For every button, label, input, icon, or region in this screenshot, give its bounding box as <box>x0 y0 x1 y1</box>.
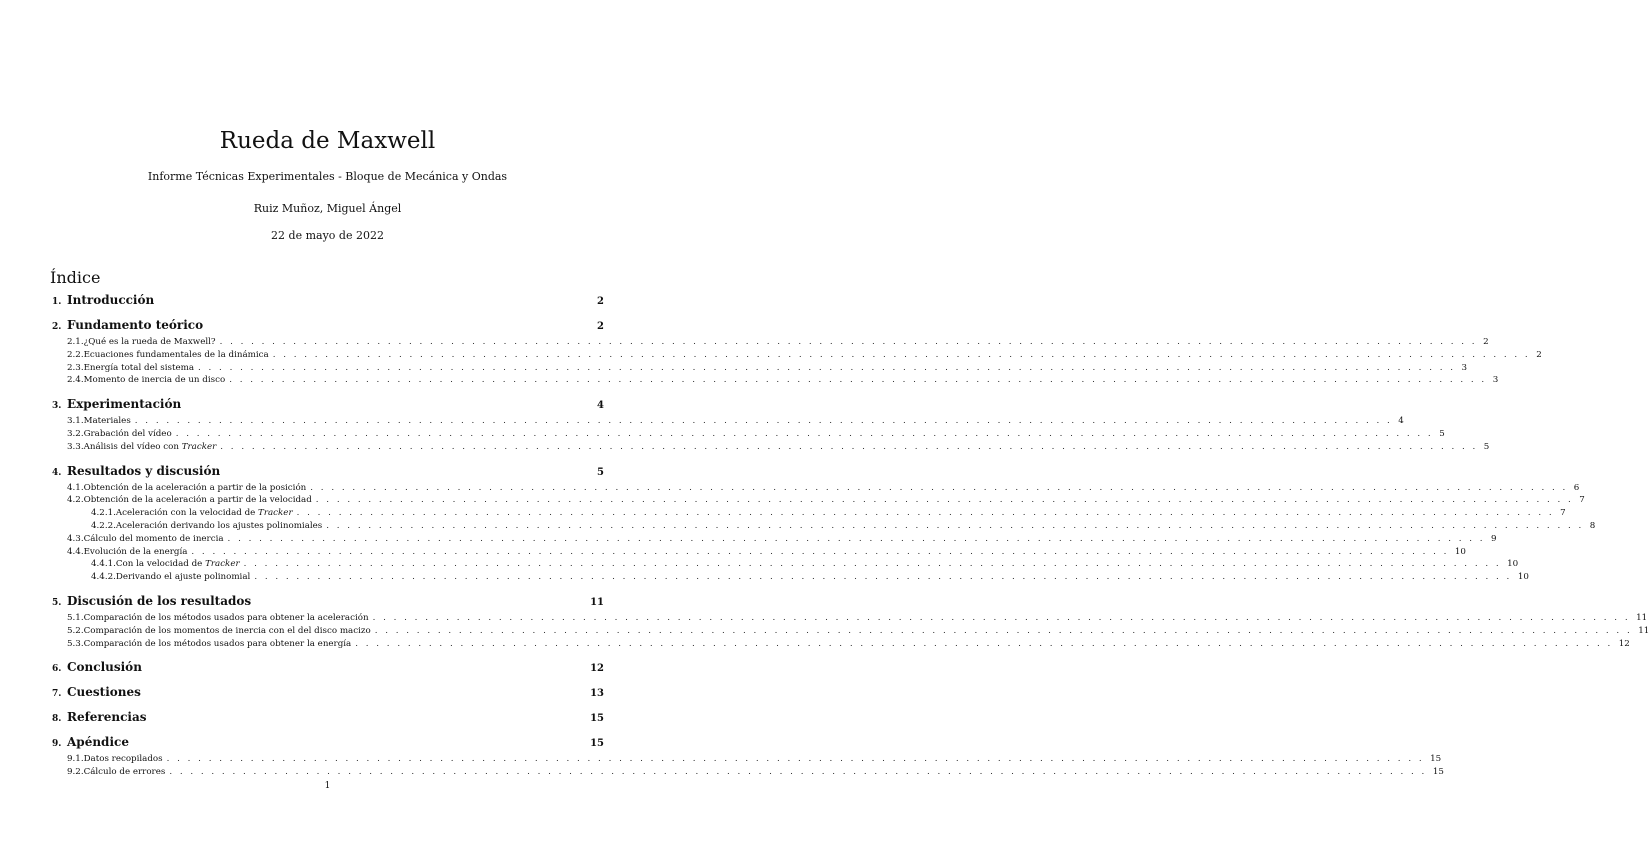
toc-section-entry[interactable] <box>52 397 604 413</box>
toc-subsection-page: 5 <box>1439 428 1445 439</box>
toc-subsection-title <box>116 508 293 518</box>
toc-section-number: 9. <box>52 739 62 750</box>
toc-section-page: 15 <box>590 713 604 725</box>
toc-subsection-entry[interactable] <box>52 416 1404 429</box>
toc-subsection-page: 6 <box>1573 482 1580 493</box>
toc-section-entry[interactable] <box>52 293 604 309</box>
toc-subsection-title <box>84 442 217 452</box>
toc-section-number: 4. <box>52 467 62 478</box>
toc-subsection-title <box>84 626 371 636</box>
toc-subsection-entry[interactable] <box>52 428 1445 442</box>
toc-subsection-page: 9 <box>1491 533 1497 544</box>
toc-subsection-title-text: ¿Qué es la rueda de Maxwell? <box>83 337 216 347</box>
toc-subsection-title <box>84 547 188 557</box>
toc-subsection-number: 3.2. <box>67 428 84 439</box>
toc-section-page: 5 <box>597 466 604 478</box>
toc-subsection-title <box>84 337 216 347</box>
toc-dot-leader: . . . . . . . . . . . . . . . . . . . . . . . . . . . . . . . . . . . . . . . . . . . . . . . . . . . . . . . . . . . . . . . . . . . . . . . . . . . . . . . . . . . . . . . . . . . . . . . . . . . . . . . . . . . . . . . . . . . . . . . . <box>191 546 1449 557</box>
toc-dot-leader: . . . . . . . . . . . . . . . . . . . . . . . . . . . . . . . . . . . . . . . . . . . . . . . . . . . . . . . . . . . . . . . . . . . . . . . . . . . . . . . . . . . . . . . . . . . . . . . . . . . . . . . . . . . . . . . . . . . . . . . . <box>374 625 1633 636</box>
toc-subsection-page: 11 <box>1636 612 1648 623</box>
toc-subsection-entry[interactable] <box>52 572 1529 585</box>
toc-subsection-entry[interactable] <box>52 349 1542 363</box>
toc-subsection-entry[interactable] <box>52 495 1585 508</box>
toc-section-number: 2. <box>52 322 62 332</box>
toc-subsection-number: 4.2.1. <box>91 508 116 519</box>
toc-subsection-page: 12 <box>1618 638 1630 649</box>
toc-subsection-entry[interactable] <box>52 612 1648 626</box>
toc-section-entry[interactable] <box>52 318 604 334</box>
toc-subsection-title <box>116 559 240 569</box>
toc-section-page: 11 <box>590 596 604 608</box>
toc-dot-leader: . . . . . . . . . . . . . . . . . . . . . . . . . . . . . . . . . . . . . . . . . . . . . . . . . . . . . . . . . . . . . . . . . . . . . . . . . . . . . . . . . . . . . . . . . . . . . . . . . . . . . . . . . . . . . . . . . . . . . . . . <box>198 362 1456 373</box>
toc-section-entry[interactable] <box>52 660 604 676</box>
toc-section-entry[interactable] <box>52 594 604 610</box>
toc-section-number: 7. <box>52 689 62 700</box>
toc-subsection-title-text: Aceleración con la velocidad de <box>115 508 259 519</box>
toc-subsection-title-text: Aceleración derivando los ajustes polinomiales <box>115 520 323 531</box>
toc-dot-leader: . . . . . . . . . . . . . . . . . . . . . . . . . . . . . . . . . . . . . . . . . . . . . . . . . . . . . . . . . . . . . . . . . . . . . . . . . . . . . . . . . . . . . . . . . . . . . . . . . . . . . . . . . . . . . . . . . . . . . . . . <box>326 520 1584 531</box>
toc-subsection-title <box>84 613 369 623</box>
toc-subsection-number: 5.3. <box>67 638 84 649</box>
toc-dot-leader: . . . . . . . . . . . . . . . . . . . . . . . . . . . . . . . . . . . . . . . . . . . . . . . . . . . . . . . . . . . . . . . . . . . . . . . . . . . . . . . . . . . . . . . . . . . . . . . . . . . . . . . . . . . . . . . . . . . . . . . . <box>355 638 1613 649</box>
toc-subsection-title-text: Energía total del sistema <box>83 362 195 373</box>
toc-subsection-entry[interactable] <box>52 625 1649 639</box>
toc-subsection-page: 10 <box>1454 546 1466 557</box>
toc-section-page: 13 <box>590 688 604 700</box>
toc-subsection-title <box>84 534 224 544</box>
toc-subsection-title-text: Cálculo del momento de inercia <box>83 533 224 544</box>
toc-section-page: 2 <box>597 321 604 332</box>
toc-dot-leader: . . . . . . . . . . . . . . . . . . . . . . . . . . . . . . . . . . . . . . . . . . . . . . . . . . . . . . . . . . . . . . . . . . . . . . . . . . . . . . . . . . . . . . . . . . . . . . . . . . . . . . . . . . . . . . . . . . . . . . . . <box>220 441 1478 452</box>
toc-dot-leader: . . . . . . . . . . . . . . . . . . . . . . . . . . . . . . . . . . . . . . . . . . . . . . . . . . . . . . . . . . . . . . . . . . . . . . . . . . . . . . . . . . . . . . . . . . . . . . . . . . . . . . . . . . . . . . . . . . . . . . . . <box>296 508 1555 519</box>
toc-subsection-entry[interactable] <box>52 767 1444 780</box>
toc-subsection-number: 2.1. <box>67 337 84 347</box>
toc-subsection-title-text: Derivando el ajuste polinomial <box>115 572 251 583</box>
toc-subsection-number: 9.1. <box>67 754 84 765</box>
toc-dot-leader: . . . . . . . . . . . . . . . . . . . . . . . . . . . . . . . . . . . . . . . . . . . . . . . . . . . . . . . . . . . . . . . . . . . . . . . . . . . . . . . . . . . . . . . . . . . . . . . . . . . . . . . . . . . . . . . . . . . . . . . . <box>134 416 1393 427</box>
toc-subsection-title-text: Cálculo de errores <box>83 767 166 778</box>
toc-subsection-title <box>84 483 307 493</box>
toc-dot-leader: . . . . . . . . . . . . . . . . . . . . . . . . . . . . . . . . . . . . . . . . . . . . . . . . . . . . . . . . . . . . . . . . . . . . . . . . . . . . . . . . . . . . . . . . . . . . . . . . . . . . . . . . . . . . . . . . . . . . . . . . <box>315 495 1574 506</box>
toc-subsection-title-italic: Tracker <box>181 441 217 452</box>
toc-section-number: 6. <box>52 664 62 675</box>
toc-subsection-number: 4.1. <box>67 482 84 493</box>
toc-section-number: 8. <box>52 714 62 725</box>
toc-subsection-number: 5.2. <box>67 625 84 636</box>
toc-subsection-page: 15 <box>1432 767 1444 778</box>
toc-subsection-title-text: Obtención de la aceleración a partir de la posición <box>83 482 307 493</box>
toc-subsection-title-text: Grabación del vídeo <box>83 428 172 439</box>
toc-subsection-number: 2.3. <box>67 362 84 373</box>
toc-subsection-entry[interactable] <box>52 362 1468 376</box>
toc-subsection-title-text: Momento de inercia de un disco <box>83 375 226 386</box>
toc-subsection-page: 3 <box>1461 362 1468 373</box>
toc-dot-leader: . . . . . . . . . . . . . . . . . . . . . . . . . . . . . . . . . . . . . . . . . . . . . . . . . . . . . . . . . . . . . . . . . . . . . . . . . . . . . . . . . . . . . . . . . . . . . . . . . . . . . . . . . . . . . . . . . . . . . . . . <box>272 349 1531 360</box>
toc-subsection-title-text: Análisis del vídeo con <box>83 441 182 452</box>
toc-section-entry[interactable] <box>52 464 604 480</box>
toc-subsection-title <box>84 754 163 764</box>
toc-section-title: Introducción <box>67 293 155 307</box>
table-of-contents <box>52 293 1649 780</box>
toc-section-entry[interactable] <box>52 685 604 701</box>
toc-dot-leader: . . . . . . . . . . . . . . . . . . . . . . . . . . . . . . . . . . . . . . . . . . . . . . . . . . . . . . . . . . . . . . . . . . . . . . . . . . . . . . . . . . . . . . . . . . . . . . . . . . . . . . . . . . . . . . . . . . . . . . . . <box>372 612 1631 623</box>
toc-subsection-entry[interactable] <box>52 508 1566 521</box>
toc-dot-leader: . . . . . . . . . . . . . . . . . . . . . . . . . . . . . . . . . . . . . . . . . . . . . . . . . . . . . . . . . . . . . . . . . . . . . . . . . . . . . . . . . . . . . . . . . . . . . . . . . . . . . . . . . . . . . . . . . . . . . . . . <box>229 375 1487 386</box>
toc-section-entry[interactable] <box>52 735 604 751</box>
toc-subsection-entry[interactable] <box>52 441 1490 455</box>
toc-section-page: 12 <box>590 663 604 675</box>
toc-subsection-title <box>84 639 352 649</box>
toc-subsection-page: 8 <box>1589 520 1596 531</box>
toc-section-page: 15 <box>590 738 604 750</box>
toc-subsection-title-italic: Tracker <box>258 508 293 519</box>
toc-dot-leader: . . . . . . . . . . . . . . . . . . . . . . . . . . . . . . . . . . . . . . . . . . . . . . . . . . . . . . . . . . . . . . . . . . . . . . . . . . . . . . . . . . . . . . . . . . . . . . . . . . . . . . . . . . . . . . . . . . . . . . . . <box>227 533 1486 544</box>
toc-subsection-entry[interactable] <box>52 546 1466 560</box>
toc-section-number: 1. <box>52 297 62 307</box>
toc-subsection-number: 4.4.1. <box>91 559 116 570</box>
toc-section-title: Experimentación <box>67 397 182 412</box>
toc-subsection-number: 4.3. <box>67 533 84 544</box>
toc-subsection-number: 4.4.2. <box>91 572 116 583</box>
toc-subsection-page: 4 <box>1398 416 1404 427</box>
toc-subsection-title <box>84 495 312 505</box>
toc-dot-leader: . . . . . . . . . . . . . . . . . . . . . . . . . . . . . . . . . . . . . . . . . . . . . . . . . . . . . . . . . . . . . . . . . . . . . . . . . . . . . . . . . . . . . . . . . . . . . . . . . . . . . . . . . . . . . . . . . . . . . . . . <box>243 559 1502 570</box>
document-author: Ruiz Muñoz, Miguel Ángel <box>253 202 402 215</box>
toc-subsection-title <box>84 350 269 360</box>
document-title: Rueda de Maxwell <box>219 128 436 154</box>
toc-subsection-title-text: Materiales <box>83 416 131 427</box>
toc-subsection-entry[interactable] <box>52 638 1630 652</box>
toc-subsection-number: 5.1. <box>67 612 84 623</box>
toc-subsection-page: 10 <box>1517 572 1529 583</box>
toc-subsection-number: 4.2. <box>67 495 84 506</box>
toc-section-title: Conclusión <box>67 660 142 675</box>
toc-subsection-title <box>84 375 226 385</box>
document-date: 22 de mayo de 2022 <box>271 229 384 242</box>
toc-subsection-title <box>84 416 131 426</box>
toc-subsection-title-text: Ecuaciones fundamentales de la dinámica <box>83 349 269 360</box>
toc-subsection-page: 7 <box>1579 495 1585 506</box>
toc-section-title: Fundamento teórico <box>67 318 204 332</box>
toc-subsection-title-text: Evolución de la energía <box>83 546 188 557</box>
toc-dot-leader: . . . . . . . . . . . . . . . . . . . . . . . . . . . . . . . . . . . . . . . . . . . . . . . . . . . . . . . . . . . . . . . . . . . . . . . . . . . . . . . . . . . . . . . . . . . . . . . . . . . . . . . . . . . . . . . . . . . . . . . . <box>254 572 1512 583</box>
toc-subsection-title <box>116 572 250 582</box>
toc-dot-leader: . . . . . . . . . . . . . . . . . . . . . . . . . . . . . . . . . . . . . . . . . . . . . . . . . . . . . . . . . . . . . . . . . . . . . . . . . . . . . . . . . . . . . . . . . . . . . . . . . . . . . . . . . . . . . . . . . . . . . . . . <box>219 337 1478 347</box>
toc-subsection-page: 11 <box>1638 625 1649 636</box>
toc-section-title: Cuestiones <box>67 685 141 700</box>
toc-subsection-page: 5 <box>1483 441 1490 452</box>
toc-subsection-title <box>84 363 194 373</box>
toc-subsection-entry[interactable] <box>52 559 1519 572</box>
document-subtitle: Informe Técnicas Experimentales - Bloque de Mecánica y Ondas <box>147 170 508 183</box>
toc-subsection-title <box>84 767 166 777</box>
toc-subsection-page: 7 <box>1560 508 1566 519</box>
toc-section-title: Referencias <box>67 710 147 725</box>
toc-section-page: 4 <box>597 400 604 412</box>
toc-subsection-number: 2.2. <box>67 349 84 360</box>
toc-subsection-number: 2.4. <box>67 375 84 386</box>
toc-subsection-title-text: Datos recopilados <box>83 754 163 765</box>
page-number: 1 <box>324 781 331 791</box>
toc-subsection-number: 4.2.2. <box>91 520 116 531</box>
toc-subsection-entry[interactable] <box>52 337 1489 350</box>
toc-subsection-title-italic: Tracker <box>205 559 240 570</box>
toc-subsection-title-text: Obtención de la aceleración a partir de la velocidad <box>83 495 312 506</box>
toc-section-title: Apéndice <box>67 735 129 750</box>
toc-subsection-number: 3.1. <box>67 416 84 427</box>
toc-subsection-page: 15 <box>1430 754 1442 765</box>
toc-section-number: 3. <box>52 401 62 412</box>
toc-subsection-page: 2 <box>1536 349 1542 360</box>
toc-section-entry[interactable] <box>52 710 604 726</box>
toc-subsection-entry[interactable] <box>52 754 1442 767</box>
toc-subsection-number: 4.4. <box>67 546 84 557</box>
toc-heading: Índice <box>50 268 101 287</box>
toc-section-title: Discusión de los resultados <box>67 593 252 608</box>
toc-section-title: Resultados y discusión <box>67 463 221 478</box>
toc-subsection-entry[interactable] <box>52 520 1596 534</box>
toc-subsection-page: 3 <box>1492 375 1499 386</box>
toc-subsection-title-text: Con la velocidad de <box>115 559 206 570</box>
toc-dot-leader: . . . . . . . . . . . . . . . . . . . . . . . . . . . . . . . . . . . . . . . . . . . . . . . . . . . . . . . . . . . . . . . . . . . . . . . . . . . . . . . . . . . . . . . . . . . . . . . . . . . . . . . . . . . . . . . . . . . . . . . . <box>166 754 1425 765</box>
toc-subsection-title <box>116 521 322 531</box>
toc-subsection-number: 3.3. <box>67 441 84 452</box>
toc-subsection-number: 9.2. <box>67 767 84 778</box>
toc-subsection-entry[interactable] <box>52 533 1497 547</box>
toc-subsection-entry[interactable] <box>52 375 1499 388</box>
toc-subsection-title-text: Comparación de los métodos usados para obtener la aceleración <box>83 612 369 623</box>
toc-subsection-page: 10 <box>1507 559 1519 570</box>
toc-subsection-page: 2 <box>1483 337 1489 347</box>
toc-subsection-title-text: Comparación de los métodos usados para obtener la energía <box>83 638 352 649</box>
toc-subsection-title-text: Comparación de los momentos de inercia con el del disco macizo <box>83 625 371 636</box>
toc-section-page: 2 <box>597 296 604 307</box>
toc-dot-leader: . . . . . . . . . . . . . . . . . . . . . . . . . . . . . . . . . . . . . . . . . . . . . . . . . . . . . . . . . . . . . . . . . . . . . . . . . . . . . . . . . . . . . . . . . . . . . . . . . . . . . . . . . . . . . . . . . . . . . . . . <box>175 428 1434 439</box>
toc-subsection-title <box>84 429 172 439</box>
toc-dot-leader: . . . . . . . . . . . . . . . . . . . . . . . . . . . . . . . . . . . . . . . . . . . . . . . . . . . . . . . . . . . . . . . . . . . . . . . . . . . . . . . . . . . . . . . . . . . . . . . . . . . . . . . . . . . . . . . . . . . . . . . . <box>310 482 1568 493</box>
toc-dot-leader: . . . . . . . . . . . . . . . . . . . . . . . . . . . . . . . . . . . . . . . . . . . . . . . . . . . . . . . . . . . . . . . . . . . . . . . . . . . . . . . . . . . . . . . . . . . . . . . . . . . . . . . . . . . . . . . . . . . . . . . . <box>169 767 1427 778</box>
toc-section-number: 5. <box>52 597 62 608</box>
toc-subsection-entry[interactable] <box>52 482 1580 496</box>
